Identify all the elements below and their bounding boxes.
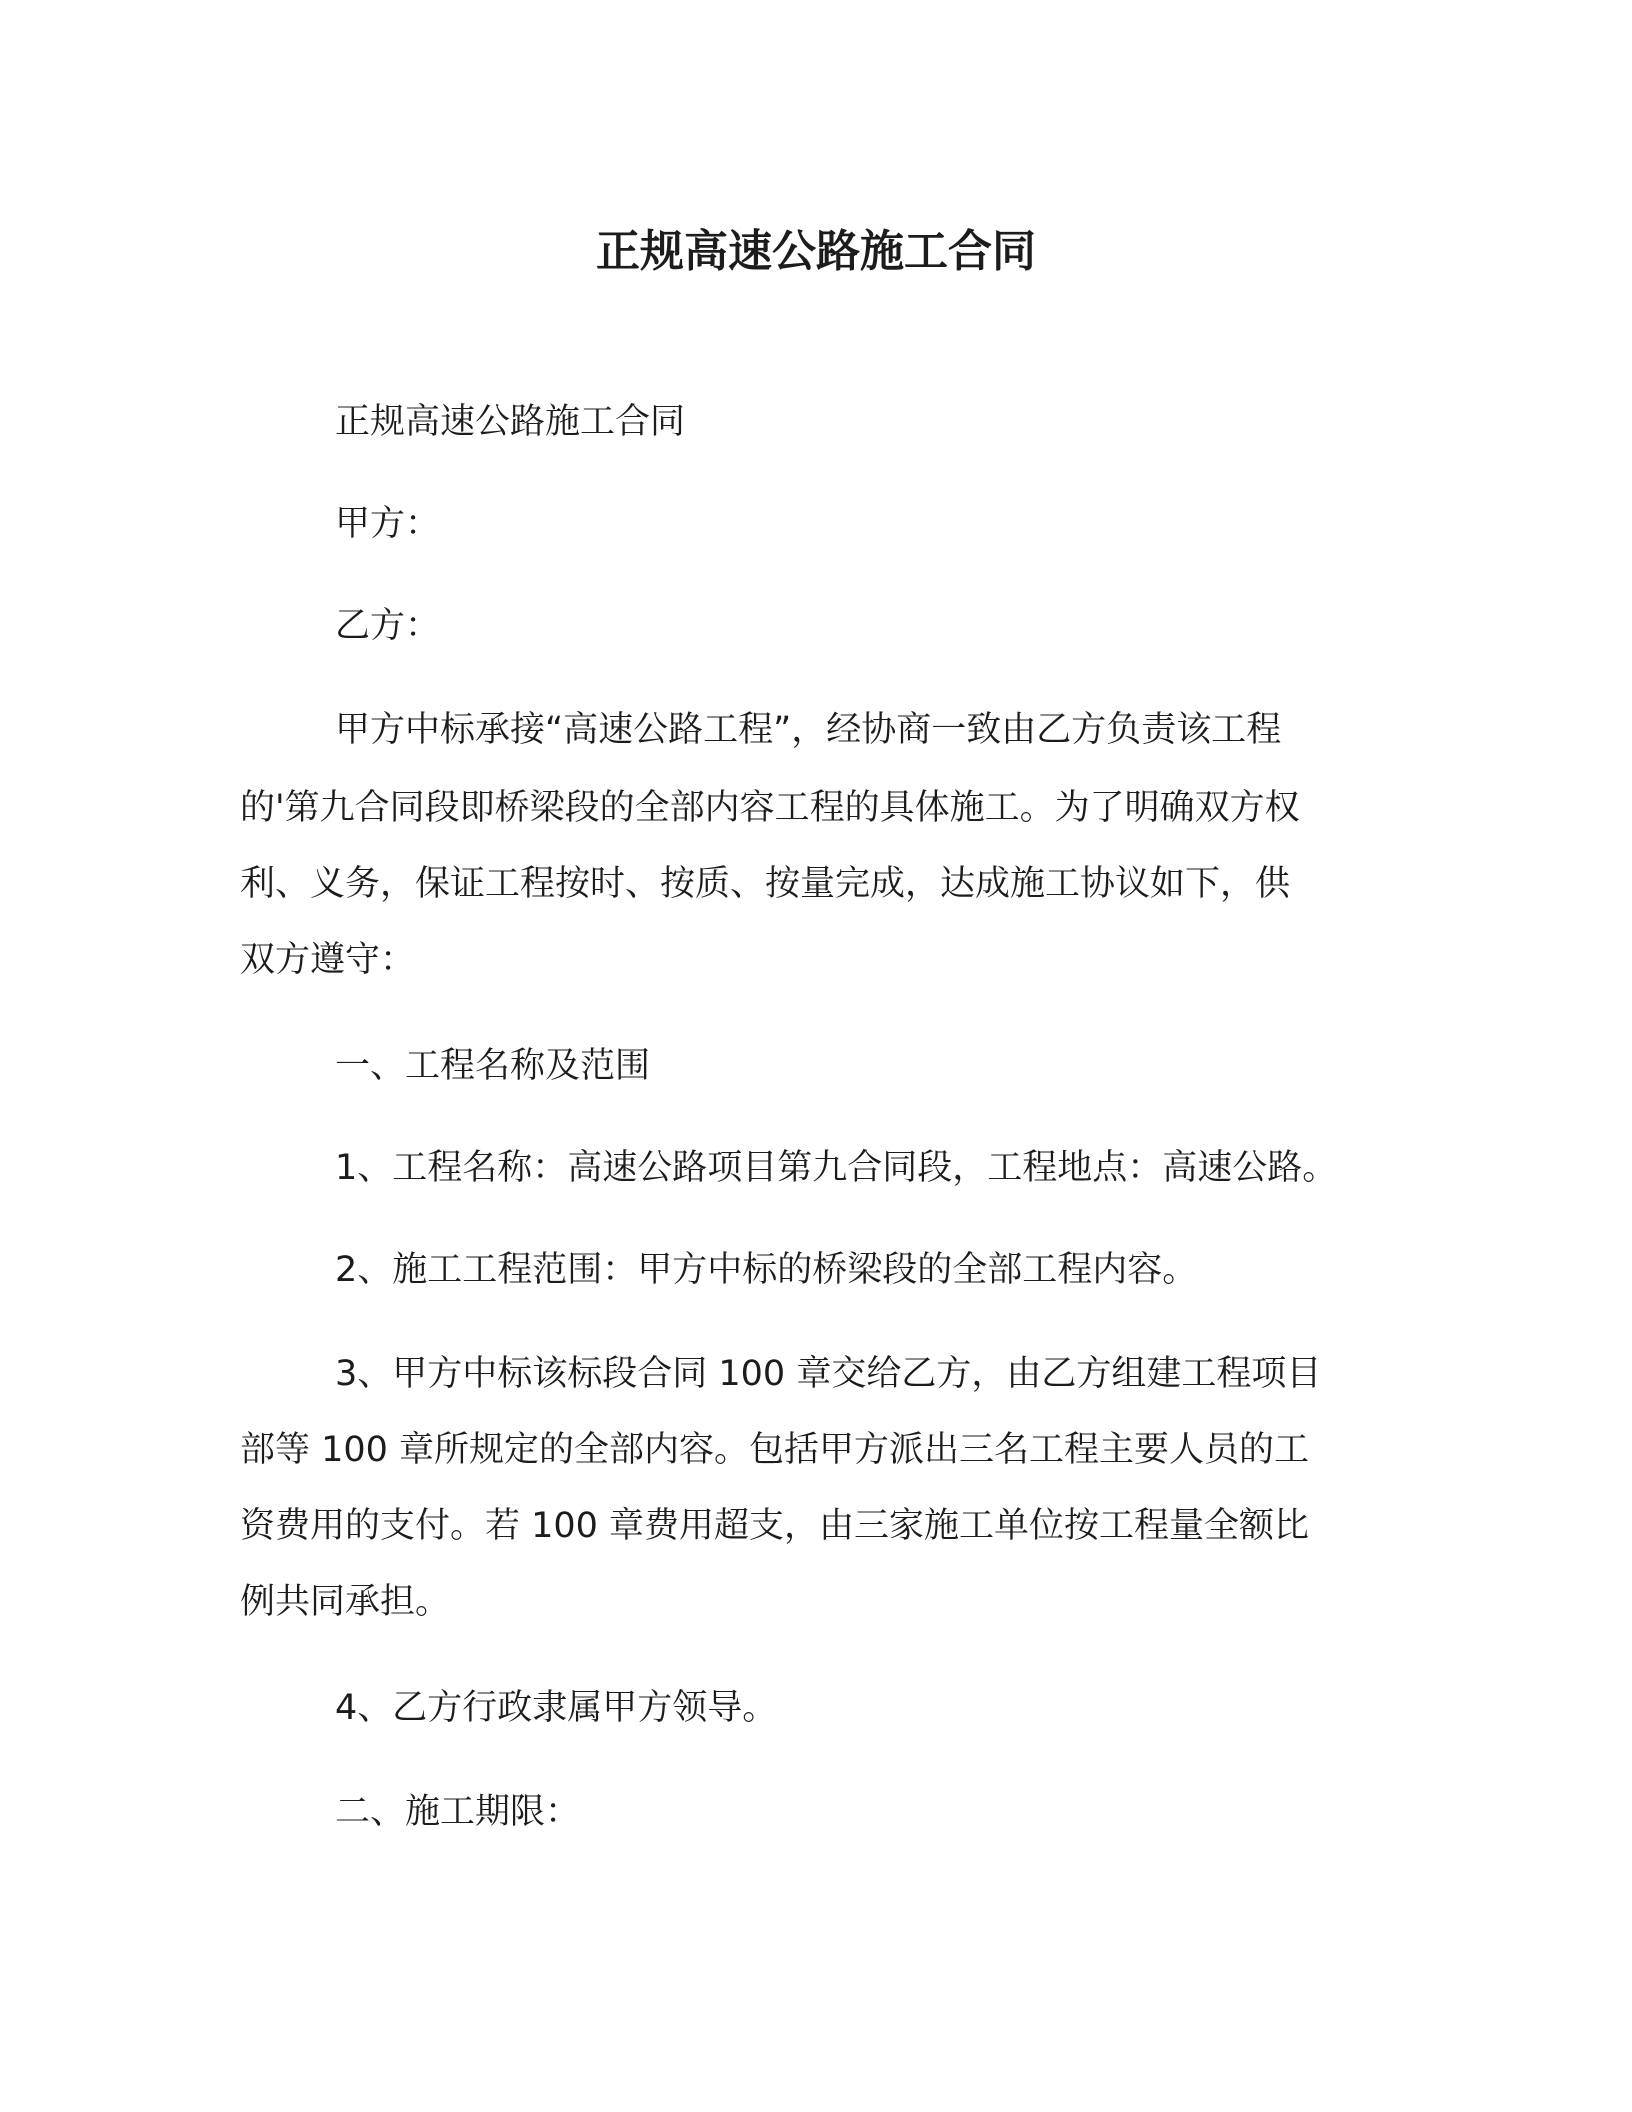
clause-line: 例共同承担。 [240,1582,451,1622]
party-a-label: 甲方： [335,504,441,544]
clause-line: 3、甲方中标该标段合同 100 章交给乙方，由乙方组建工程项目 [335,1354,1322,1394]
clause-item-2: 2、施工工程范围：甲方中标的桥梁段的全部工程内容。 [335,1250,1198,1290]
intro-line: 的'第九合同段即桥梁段的全部内容工程的具体施工。为了明确双方权 [240,788,1300,828]
clause-item-4: 4、乙方行政隶属甲方领导。 [335,1688,778,1728]
intro-line: 双方遵守： [240,940,416,980]
clause-item-1: 1、工程名称：高速公路项目第九合同段，工程地点：高速公路。 [335,1148,1338,1188]
contract-subtitle: 正规高速公路施工合同 [335,402,686,442]
clause-line: 部等 100 章所规定的全部内容。包括甲方派出三名工程主要人员的工 [240,1430,1310,1470]
section-heading-1: 一、工程名称及范围 [335,1046,651,1086]
intro-line: 甲方中标承接“高速公路工程”，经协商一致由乙方负责该工程 [335,710,1282,750]
intro-line: 利、义务，保证工程按时、按质、按量完成，达成施工协议如下，供 [240,864,1291,904]
section-heading-2: 二、施工期限： [335,1792,581,1832]
clause-line: 资费用的支付。若 100 章费用超支，由三家施工单位按工程量全额比 [240,1506,1310,1546]
party-b-label: 乙方： [335,606,441,646]
document-title: 正规高速公路施工合同 [596,226,1036,277]
